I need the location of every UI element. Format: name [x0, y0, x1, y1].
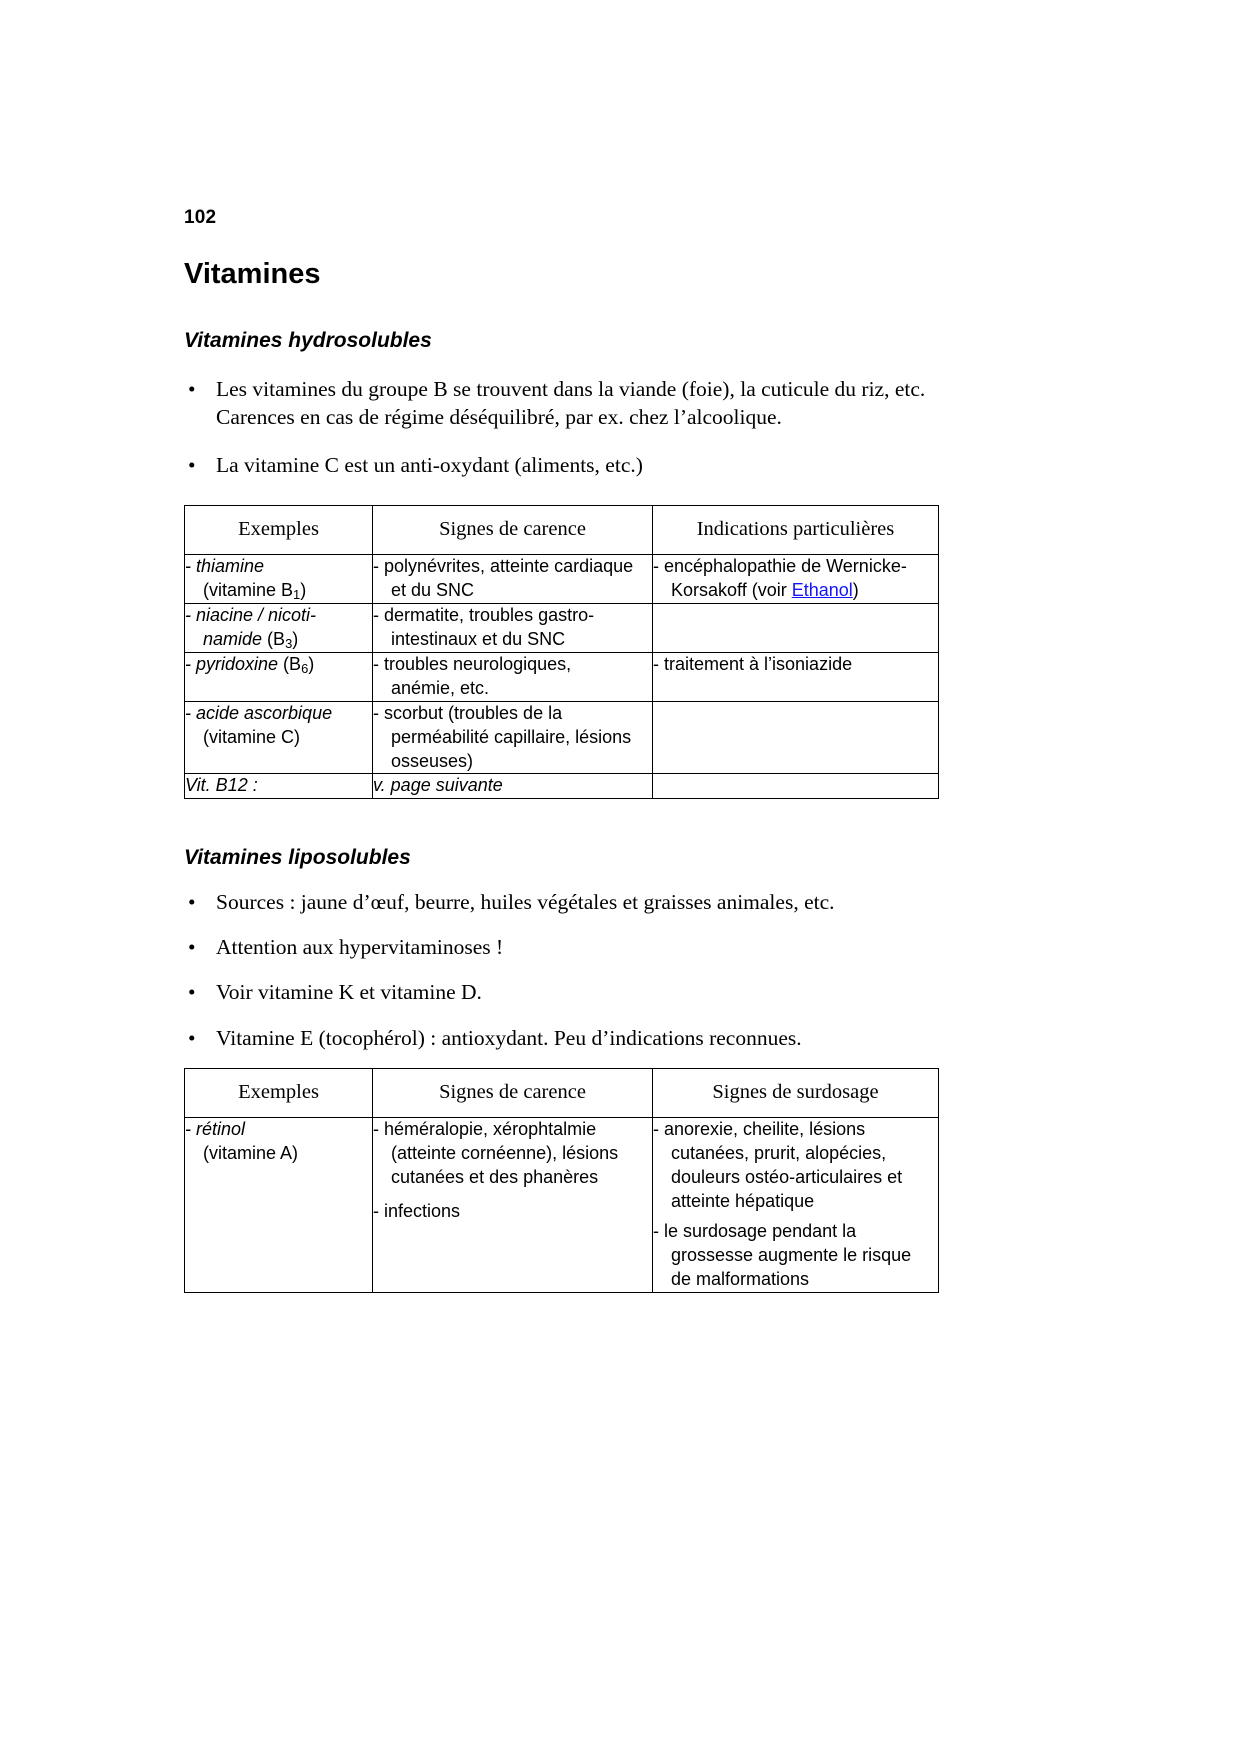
- surdosage-line: de malformations: [671, 1268, 810, 1289]
- example-detail-tail: ): [300, 579, 307, 600]
- example-name: [185, 653, 372, 677]
- list-item-text: La vitamine C est un anti-oxydant (aliments, etc.): [216, 452, 643, 477]
- page-title: Vitamines: [184, 257, 321, 290]
- example-detail-text: (B: [278, 653, 302, 674]
- bullet-icon: •: [188, 452, 196, 477]
- carence-line: anémie, etc.: [391, 677, 490, 698]
- bullet-icon: •: [188, 1025, 196, 1050]
- subscript: 6: [301, 660, 309, 676]
- list-item: [184, 375, 938, 432]
- surdosage-line: - anorexie, cheilite, lésions: [653, 1119, 866, 1140]
- subscript: 1: [293, 586, 301, 602]
- surdosage-line: grossesse augmente le risque: [671, 1244, 912, 1265]
- cell-indication-b12: [653, 774, 939, 799]
- example-detail: [185, 628, 372, 652]
- list-item-text: Attention aux hypervitaminoses !: [216, 934, 504, 959]
- cell-example-retinol: [185, 1118, 373, 1293]
- cell-indication-thiamine: [653, 555, 939, 604]
- example-detail-tail: ): [308, 653, 315, 674]
- carence-line: (atteinte cornéenne), lésions: [391, 1143, 619, 1163]
- table-row: [185, 1118, 939, 1293]
- carence-line: - scorbut (troubles de la: [373, 702, 563, 723]
- example-name: Vit. B12 :: [185, 775, 258, 796]
- cell-indication-pyridoxine: [653, 652, 939, 701]
- cell-carence-retinol: [373, 1118, 653, 1293]
- cell-example-pyridoxine: [185, 652, 373, 701]
- example-detail-text: (B: [262, 628, 286, 649]
- carence-line: - héméralopie, xérophtalmie: [373, 1119, 597, 1140]
- example-name: - rétinol: [185, 1119, 246, 1140]
- cell-example-ascorbique: [185, 701, 373, 774]
- page-number: 102: [184, 207, 217, 228]
- list-item: [184, 1024, 938, 1052]
- indication-line: - encéphalopathie de Wernicke-: [653, 556, 907, 577]
- bullet-list-hydrosolubles: [184, 375, 938, 479]
- list-item: [184, 451, 938, 479]
- example-name-text: - pyridoxine: [185, 653, 279, 674]
- example-name: - acide ascorbique: [185, 702, 333, 723]
- carence-line: - troubles neurologiques,: [373, 653, 572, 674]
- indication-text: Korsakoff (voir: [671, 579, 792, 600]
- table-row: [185, 652, 939, 701]
- section-heading-liposolubles: Vitamines liposolubles: [184, 846, 411, 870]
- carence-line: et du SNC: [391, 579, 475, 600]
- carence-line: - infections: [373, 1200, 461, 1221]
- table-header-row: [185, 1069, 939, 1118]
- cell-indication-niacine: [653, 603, 939, 652]
- example-detail: [185, 579, 372, 603]
- column-header-signes-carence: Signes de carence: [373, 1069, 653, 1118]
- bullet-icon: •: [188, 980, 196, 1005]
- surdosage-line: cutanées, prurit, alopécies,: [671, 1143, 887, 1163]
- table-row: [185, 603, 939, 652]
- column-header-indications: Indications particulières: [653, 506, 939, 555]
- carence-line: v. page suivante: [373, 775, 503, 796]
- bullet-icon: •: [188, 889, 196, 914]
- table-row: [185, 701, 939, 774]
- cell-carence-niacine: [373, 603, 653, 652]
- surdosage-line: atteinte hépatique: [671, 1190, 815, 1211]
- carence-line: - polynévrites, atteinte cardiaque: [373, 556, 634, 577]
- cell-example-b12: [185, 774, 373, 799]
- carence-line: perméabilité capillaire, lésions: [391, 726, 632, 747]
- cell-indication-ascorbique: [653, 701, 939, 774]
- subscript: 3: [285, 635, 293, 651]
- indication-text-tail: ): [852, 579, 859, 600]
- indication-line: [653, 579, 938, 603]
- example-detail: (vitamine A): [203, 1143, 299, 1163]
- example-name: - thiamine: [185, 556, 265, 577]
- surdosage-line: - le surdosage pendant la: [653, 1220, 857, 1241]
- cell-carence-thiamine: [373, 555, 653, 604]
- table-header-row: [185, 506, 939, 555]
- bullet-icon: •: [188, 934, 196, 959]
- carence-line: cutanées et des phanères: [391, 1166, 599, 1187]
- carence-line: osseuses): [391, 750, 474, 771]
- list-item-text: Les vitamines du groupe B se trouvent dans la viande (foie), la cuticule du riz, etc. Carences en cas de régime déséquilibré, par ex. chez l’alcoolique.: [216, 376, 926, 430]
- cell-example-niacine: [185, 603, 373, 652]
- ethanol-link[interactable]: Ethanol: [791, 579, 853, 600]
- bullet-icon: •: [188, 376, 196, 401]
- example-detail: (vitamine C): [203, 726, 301, 747]
- document-page: [184, 0, 938, 1293]
- example-name: - niacine / nicoti-: [185, 604, 317, 625]
- column-header-exemples: Exemples: [185, 1069, 373, 1118]
- section-heading-hydrosolubles: Vitamines hydrosolubles: [184, 328, 432, 352]
- column-header-exemples: Exemples: [185, 506, 373, 555]
- table-row: [185, 774, 939, 799]
- list-item-text: Sources : jaune d’œuf, beurre, huiles végétales et graisses animales, etc.: [216, 889, 835, 914]
- cell-carence-b12: [373, 774, 653, 799]
- list-item: [184, 933, 938, 961]
- carence-line: intestinaux et du SNC: [391, 628, 566, 649]
- list-item-text: Vitamine E (tocophérol) : antioxydant. Peu d’indications reconnues.: [216, 1025, 802, 1050]
- bullet-list-liposolubles: [184, 888, 938, 1053]
- carence-line: - dermatite, troubles gastro-: [373, 604, 595, 625]
- cell-carence-pyridoxine: [373, 652, 653, 701]
- example-detail-tail: ): [292, 628, 299, 649]
- indication-line: - traitement à l’isoniazide: [653, 653, 853, 674]
- cell-surdosage-retinol: [653, 1118, 939, 1293]
- list-item-text: Voir vitamine K et vitamine D.: [216, 980, 482, 1005]
- column-header-signes-carence: Signes de carence: [373, 506, 653, 555]
- example-detail-text: (vitamine B: [203, 579, 294, 600]
- column-header-signes-surdosage: Signes de surdosage: [653, 1069, 939, 1118]
- list-item: [184, 978, 938, 1006]
- table-row: [185, 555, 939, 604]
- cell-carence-ascorbique: [373, 701, 653, 774]
- list-item: [184, 888, 938, 916]
- table-hydrosolubles: [184, 505, 939, 799]
- cell-example-thiamine: [185, 555, 373, 604]
- surdosage-line: douleurs ostéo-articulaires et: [671, 1166, 903, 1187]
- table-liposolubles: [184, 1068, 939, 1293]
- example-name-cont: namide: [203, 628, 263, 649]
